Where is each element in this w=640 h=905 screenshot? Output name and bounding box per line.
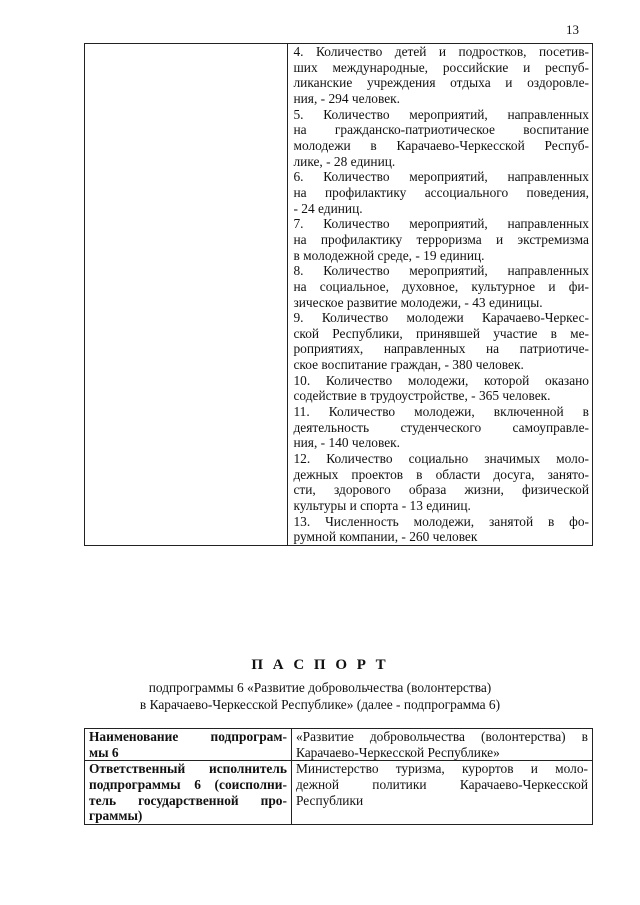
text-line: 5. Количество мероприятий, направленных xyxy=(293,106,589,122)
text-line: лике, - 28 единиц. xyxy=(293,153,396,169)
text-line: «Развитие добровольчества (волонтерства) в xyxy=(295,729,588,744)
text-line: деятельность студенческого самоуправле- xyxy=(293,419,589,435)
text-line: на гражданско-патриотическое воспитание xyxy=(293,122,589,138)
text-line: 6. Количество мероприятий, направленных xyxy=(293,169,589,185)
text-line: на профилактику ассоциального поведения, xyxy=(293,184,589,200)
passport-row-label xyxy=(85,761,292,825)
text-line: мы 6 xyxy=(89,744,119,760)
text-line: Карачаево-Черкесской Республике» xyxy=(295,744,500,760)
text-line: 4. Количество детей и подростков, посетив- xyxy=(293,44,589,59)
text-line: ния, - 294 человек. xyxy=(293,90,400,106)
text-line: 12. Количество социально значимых моло- xyxy=(293,451,589,467)
text-line: сти, здорового образа жизни, физической xyxy=(293,482,589,498)
text-line: ской Республики, принявшей участие в ме- xyxy=(293,325,589,341)
indicator-item xyxy=(288,373,592,404)
text-line: зическое развитие молодежи, - 43 единицы. xyxy=(293,294,543,310)
indicator-item xyxy=(288,169,592,216)
indicators-table-left-cell xyxy=(85,44,288,546)
text-line: 13. Численность молодежи, занятой в фо- xyxy=(293,513,589,529)
passport-title: П А С П О Р Т xyxy=(251,657,389,673)
text-line: 9. Количество молодежи Карачаево-Черкес- xyxy=(293,310,589,326)
passport-row-label xyxy=(85,729,292,761)
indicator-item xyxy=(288,44,592,107)
text-line: ликанские учреждения отдыха и оздоровле- xyxy=(293,75,589,91)
text-line: роприятиях, направленных на патриотиче- xyxy=(293,341,589,357)
text-line: 7. Количество мероприятий, направленных xyxy=(293,216,589,232)
indicator-item xyxy=(288,107,592,170)
text-line: дежных проектов в области досуга, занято- xyxy=(293,466,589,482)
passport-row-value xyxy=(291,761,592,825)
text-line: Ответственный исполнитель xyxy=(89,761,287,777)
text-line: молодежи в Карачаево-Черкесской Респуб- xyxy=(293,137,589,153)
passport-row-name xyxy=(85,729,593,761)
text-line: содействие в трудоустройстве, - 365 человек. xyxy=(293,388,551,404)
page-number: 13 xyxy=(566,22,579,37)
text-line: 11. Количество молодежи, включенной в xyxy=(293,404,589,420)
text-line: ния, - 140 человек. xyxy=(293,435,400,451)
text-line: Наименование подпрограм- xyxy=(89,729,287,744)
text-line: 8. Количество мероприятий, направленных xyxy=(293,263,589,279)
text-line: граммы) xyxy=(89,808,143,824)
passport-row-executor xyxy=(85,761,593,825)
text-line: ское воспитание граждан, - 380 человек. xyxy=(293,357,524,373)
indicator-item xyxy=(288,404,592,451)
passport-subtitle-line-2: в Карачаево-Черкесской Республике» (далее - подпрограмма 6) xyxy=(139,697,501,712)
indicator-item xyxy=(288,263,592,310)
indicator-item xyxy=(288,216,592,263)
text-line: в молодежной среде, - 19 единиц. xyxy=(293,247,485,263)
text-line: дежной политики Карачаево-Черкесской xyxy=(295,776,588,792)
indicators-table-right-cell xyxy=(288,44,593,546)
text-line: румной компании, - 260 человек xyxy=(293,529,478,545)
text-line: Министерство туризма, курортов и моло- xyxy=(295,761,588,777)
text-line: на социальное, духовное, культурное и фи- xyxy=(293,278,589,294)
indicator-item xyxy=(288,310,592,373)
indicator-item xyxy=(288,514,592,545)
text-line: на профилактику терроризма и экстремизма xyxy=(293,231,589,247)
passport-table xyxy=(84,728,593,825)
text-line: - 24 единиц. xyxy=(293,200,363,216)
text-line: подпрограммы 6 (соисполни- xyxy=(89,776,287,792)
passport-subtitle-line-1: подпрограммы 6 «Развитие добровольчества (волонтерства) xyxy=(148,680,492,695)
indicator-item xyxy=(288,451,592,514)
text-line: Республики xyxy=(295,792,364,808)
indicator-list xyxy=(288,44,592,545)
passport-row-value xyxy=(291,729,592,761)
text-line: тель государственной про- xyxy=(89,792,287,808)
text-line: культуры и спорта - 13 единиц. xyxy=(293,498,471,514)
text-line: 10. Количество молодежи, которой оказано xyxy=(293,372,589,388)
text-line: ших международные, российские и респуб- xyxy=(293,59,589,75)
indicators-table xyxy=(84,43,593,546)
